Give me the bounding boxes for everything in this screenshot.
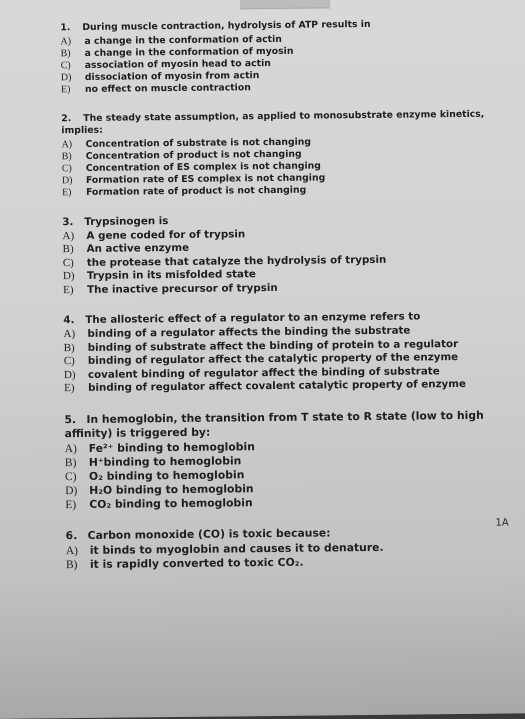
option-letter: B)	[60, 47, 71, 59]
question-text: Trypsinogen is	[84, 214, 169, 228]
option-text: binding of regulator affect the catalytic property of the enzyme	[87, 351, 459, 367]
option-text: covalent binding of regulator affect the binding of substrate	[87, 364, 440, 381]
question-stem	[64, 408, 514, 441]
option-letter: E)	[60, 83, 71, 95]
option-text: Concentration of product is not changing	[85, 148, 302, 162]
answer-options	[61, 134, 512, 199]
page-mark: 1A	[495, 517, 509, 529]
option-text: no effect on muscle contraction	[84, 81, 251, 95]
option-text: it binds to myoglobin and causes it to denature.	[89, 540, 384, 557]
option-letter: B)	[62, 243, 74, 256]
option-letter: A)	[60, 35, 72, 47]
option-letter: D)	[62, 270, 75, 283]
option-text: the protease that catalyze the hydrolysis of trypsin	[86, 253, 387, 269]
question-number: 6.	[65, 528, 78, 542]
option-letter: E)	[65, 498, 77, 511]
option-letter: D)	[61, 174, 73, 186]
option-text: a change in the conformation of myosin	[84, 45, 294, 59]
option-letter: B)	[61, 150, 72, 162]
option-text: Fe²⁺ binding to hemoglobin	[88, 439, 255, 455]
question-stem	[61, 108, 511, 138]
answer-options	[65, 437, 516, 512]
option-letter: D)	[65, 484, 78, 497]
option-text: O₂ binding to hemoglobin	[88, 467, 245, 483]
question-2	[61, 108, 512, 199]
option-text: Formation rate of ES complex is not changing	[85, 171, 326, 186]
option-letter: B)	[64, 456, 77, 469]
question-6	[66, 524, 516, 572]
option-letter: C)	[61, 162, 72, 174]
option-text: Trypsin in its misfolded state	[86, 268, 256, 282]
option-letter: E)	[64, 382, 75, 395]
question-text: Carbon monoxide (CO) is toxic because:	[87, 525, 331, 542]
option-letter: B)	[63, 341, 75, 354]
answer-options	[62, 225, 513, 297]
question-text: The allosteric effect of a regulator to an enzyme refers to	[85, 310, 421, 326]
question-text: The steady state assumption, as applied to monosubstrate enzyme kinetics, implies:	[61, 108, 485, 137]
question-1	[60, 17, 511, 95]
question-4	[63, 309, 514, 395]
option-letter: E)	[63, 283, 74, 296]
question-number: 4.	[63, 314, 75, 327]
answer-options	[60, 31, 511, 96]
question-number: 1.	[60, 22, 71, 34]
question-text: During muscle contraction, hydrolysis of ATP results in	[82, 18, 371, 33]
option-text: binding of a regulator affects the binding the substrate	[87, 324, 411, 340]
option-letter: C)	[64, 470, 77, 483]
question-number: 3.	[62, 215, 74, 228]
question-text: In hemoglobin, the transition from T state to R state (low to high affinity) is triggered by:	[64, 408, 484, 440]
question-3	[62, 211, 513, 297]
option-text: dissociation of myosin from actin	[84, 69, 260, 83]
question-5	[64, 408, 515, 512]
option-letter: D)	[60, 71, 72, 83]
option-text: a change in the conformation of actin	[84, 33, 282, 47]
option-letter: C)	[60, 59, 71, 71]
paper-clip-mark	[240, 0, 330, 9]
option-letter: A)	[65, 544, 78, 557]
option-text: association of myosin head to actin	[84, 57, 271, 71]
question-number: 5.	[64, 412, 77, 426]
option-text: An active enzyme	[86, 241, 190, 255]
question-list	[60, 17, 516, 588]
option-letter: B)	[65, 558, 78, 571]
option-letter: E)	[61, 186, 72, 198]
option-text: A gene coded for of trypsin	[86, 227, 246, 242]
option-text: binding of substrate affect the binding of protein to a regulator	[87, 337, 459, 354]
option-text: it is rapidly converted to toxic CO₂.	[89, 555, 304, 571]
option-letter: A)	[64, 442, 77, 455]
question-number: 2.	[61, 112, 72, 124]
option-letter: A)	[63, 328, 76, 341]
option-text: Concentration of substrate is not changing	[85, 136, 312, 150]
answer-options	[63, 323, 514, 395]
option-letter: C)	[63, 355, 75, 368]
answer-options	[66, 539, 516, 572]
option-text: CO₂ binding to hemoglobin	[89, 495, 253, 511]
option-letter: C)	[62, 256, 74, 269]
option-text: Formation rate of product is not changing	[85, 184, 307, 198]
option-text: Concentration of ES complex is not changing	[85, 159, 321, 174]
option-letter: D)	[63, 368, 76, 381]
option-text: H₂O binding to hemoglobin	[89, 481, 254, 497]
option-letter: A)	[62, 229, 75, 242]
option-text: The inactive precursor of trypsin	[86, 281, 278, 296]
option-text: binding of regulator affect covalent catalytic property of enzyme	[88, 377, 467, 394]
option-text: H⁺binding to hemoglobin	[88, 453, 242, 469]
option-letter: A)	[61, 138, 73, 150]
